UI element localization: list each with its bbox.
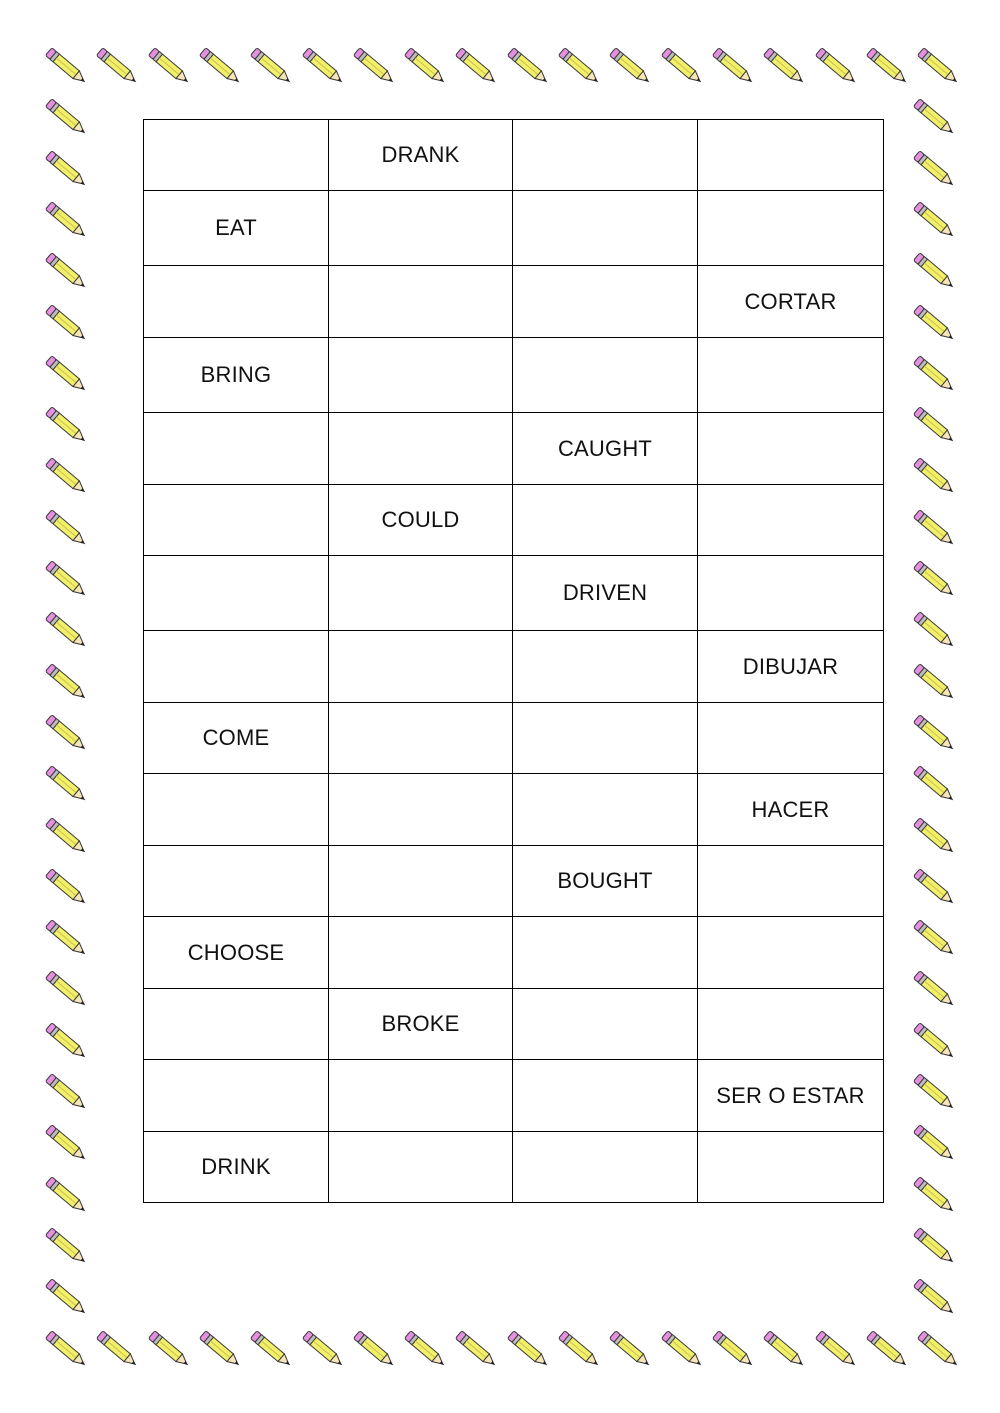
table-cell	[698, 846, 884, 917]
pencil-icon	[42, 247, 92, 297]
pencil-icon	[42, 760, 92, 810]
worksheet-table	[143, 119, 884, 1203]
pencil-icon	[299, 42, 349, 92]
pencil-icon	[910, 965, 960, 1015]
table-cell	[144, 556, 329, 631]
pencil-icon	[42, 709, 92, 759]
pencil-icon	[606, 1325, 656, 1375]
table-cell	[144, 989, 329, 1060]
pencil-icon	[42, 1017, 92, 1067]
pencil-icon	[42, 965, 92, 1015]
pencil-icon	[42, 93, 92, 143]
table-row	[144, 120, 884, 191]
pencil-icon	[299, 1325, 349, 1375]
table-cell: COME	[144, 703, 329, 774]
pencil-icon	[910, 401, 960, 451]
table-cell	[513, 917, 698, 989]
pencil-icon	[910, 1017, 960, 1067]
pencil-icon	[910, 299, 960, 349]
pencil-icon	[910, 1068, 960, 1118]
pencil-icon	[760, 42, 810, 92]
table-row	[144, 703, 884, 774]
table-cell	[513, 266, 698, 338]
pencil-icon	[910, 1171, 960, 1221]
table-cell	[144, 631, 329, 703]
table-cell	[698, 1132, 884, 1203]
table-row	[144, 917, 884, 989]
pencil-icon	[910, 863, 960, 913]
table-cell	[329, 1060, 513, 1132]
pencil-icon	[42, 606, 92, 656]
table-cell	[513, 703, 698, 774]
table-cell	[329, 556, 513, 631]
pencil-icon	[709, 42, 759, 92]
pencil-icon	[910, 709, 960, 759]
table-cell	[513, 338, 698, 413]
table-cell	[329, 846, 513, 917]
pencil-icon	[196, 42, 246, 92]
pencil-icon	[606, 42, 656, 92]
table-cell	[698, 917, 884, 989]
pencil-icon	[401, 1325, 451, 1375]
table-cell	[329, 631, 513, 703]
table-cell	[513, 485, 698, 556]
pencil-icon	[42, 504, 92, 554]
table-row	[144, 1132, 884, 1203]
pencil-icon	[910, 1119, 960, 1169]
pencil-icon	[709, 1325, 759, 1375]
pencil-icon	[42, 196, 92, 246]
pencil-icon	[452, 1325, 502, 1375]
table-cell	[513, 989, 698, 1060]
table-row	[144, 485, 884, 556]
table-cell	[513, 1132, 698, 1203]
pencil-icon	[910, 606, 960, 656]
table-row	[144, 413, 884, 485]
table-cell	[144, 774, 329, 846]
pencil-icon	[42, 401, 92, 451]
table-cell	[144, 485, 329, 556]
pencil-icon	[910, 914, 960, 964]
pencil-icon	[812, 42, 862, 92]
table-row	[144, 556, 884, 631]
pencil-icon	[145, 42, 195, 92]
table-cell	[329, 1132, 513, 1203]
table-cell	[329, 917, 513, 989]
pencil-icon	[42, 863, 92, 913]
table-cell	[329, 774, 513, 846]
table-cell: BOUGHT	[513, 846, 698, 917]
table-cell: HACER	[698, 774, 884, 846]
table-cell	[513, 774, 698, 846]
table-cell	[698, 703, 884, 774]
pencil-icon	[914, 42, 964, 92]
pencil-icon	[863, 42, 913, 92]
table-cell: COULD	[329, 485, 513, 556]
table-cell: CAUGHT	[513, 413, 698, 485]
table-cell	[698, 191, 884, 266]
table-cell	[513, 1060, 698, 1132]
table-row	[144, 191, 884, 266]
table-cell	[698, 989, 884, 1060]
pencil-icon	[350, 42, 400, 92]
table-cell: DRANK	[329, 120, 513, 191]
pencil-icon	[42, 658, 92, 708]
table-row	[144, 1060, 884, 1132]
table-cell	[329, 703, 513, 774]
pencil-icon	[863, 1325, 913, 1375]
pencil-icon	[42, 1068, 92, 1118]
table-cell	[329, 338, 513, 413]
pencil-icon	[910, 93, 960, 143]
table-cell	[513, 191, 698, 266]
table-cell	[144, 846, 329, 917]
pencil-icon	[504, 42, 554, 92]
table-row	[144, 338, 884, 413]
table-cell	[329, 266, 513, 338]
pencil-icon	[42, 42, 92, 92]
pencil-icon	[555, 42, 605, 92]
table-cell	[513, 120, 698, 191]
table-cell: EAT	[144, 191, 329, 266]
table-cell	[513, 631, 698, 703]
table-cell: BROKE	[329, 989, 513, 1060]
pencil-icon	[350, 1325, 400, 1375]
table-row	[144, 846, 884, 917]
pencil-icon	[42, 452, 92, 502]
pencil-icon	[910, 760, 960, 810]
table-cell: CORTAR	[698, 266, 884, 338]
table-row	[144, 989, 884, 1060]
table-cell: BRING	[144, 338, 329, 413]
pencil-icon	[910, 658, 960, 708]
table-cell	[144, 120, 329, 191]
pencil-icon	[42, 1222, 92, 1272]
pencil-icon	[658, 42, 708, 92]
pencil-icon	[42, 812, 92, 862]
pencil-icon	[247, 42, 297, 92]
pencil-icon	[145, 1325, 195, 1375]
pencil-icon	[910, 555, 960, 605]
pencil-icon	[42, 914, 92, 964]
table-cell	[329, 191, 513, 266]
table-row	[144, 266, 884, 338]
table-cell: DIBUJAR	[698, 631, 884, 703]
table-cell: CHOOSE	[144, 917, 329, 989]
pencil-icon	[910, 196, 960, 246]
pencil-icon	[910, 247, 960, 297]
pencil-icon	[42, 145, 92, 195]
pencil-icon	[914, 1325, 964, 1375]
pencil-icon	[196, 1325, 246, 1375]
pencil-icon	[760, 1325, 810, 1375]
table-row	[144, 631, 884, 703]
table-cell	[698, 556, 884, 631]
table-cell	[144, 266, 329, 338]
table-cell: DRINK	[144, 1132, 329, 1203]
pencil-icon	[910, 145, 960, 195]
pencil-icon	[93, 42, 143, 92]
pencil-icon	[42, 299, 92, 349]
table-cell	[698, 338, 884, 413]
pencil-icon	[910, 1273, 960, 1323]
table-cell	[698, 413, 884, 485]
pencil-icon	[658, 1325, 708, 1375]
pencil-icon	[42, 1273, 92, 1323]
pencil-icon	[910, 452, 960, 502]
table-cell: SER O ESTAR	[698, 1060, 884, 1132]
pencil-icon	[910, 504, 960, 554]
pencil-icon	[42, 555, 92, 605]
pencil-icon	[555, 1325, 605, 1375]
pencil-icon	[401, 42, 451, 92]
pencil-icon	[504, 1325, 554, 1375]
table-cell	[698, 485, 884, 556]
table-cell	[144, 413, 329, 485]
table-cell	[144, 1060, 329, 1132]
pencil-icon	[910, 1222, 960, 1272]
pencil-icon	[910, 812, 960, 862]
pencil-icon	[910, 350, 960, 400]
pencil-icon	[42, 350, 92, 400]
pencil-icon	[452, 42, 502, 92]
pencil-icon	[42, 1119, 92, 1169]
pencil-icon	[42, 1325, 92, 1375]
table-cell	[329, 413, 513, 485]
pencil-icon	[93, 1325, 143, 1375]
table-cell: DRIVEN	[513, 556, 698, 631]
pencil-icon	[247, 1325, 297, 1375]
pencil-icon	[42, 1171, 92, 1221]
table-row	[144, 774, 884, 846]
table-cell	[698, 120, 884, 191]
pencil-icon	[812, 1325, 862, 1375]
